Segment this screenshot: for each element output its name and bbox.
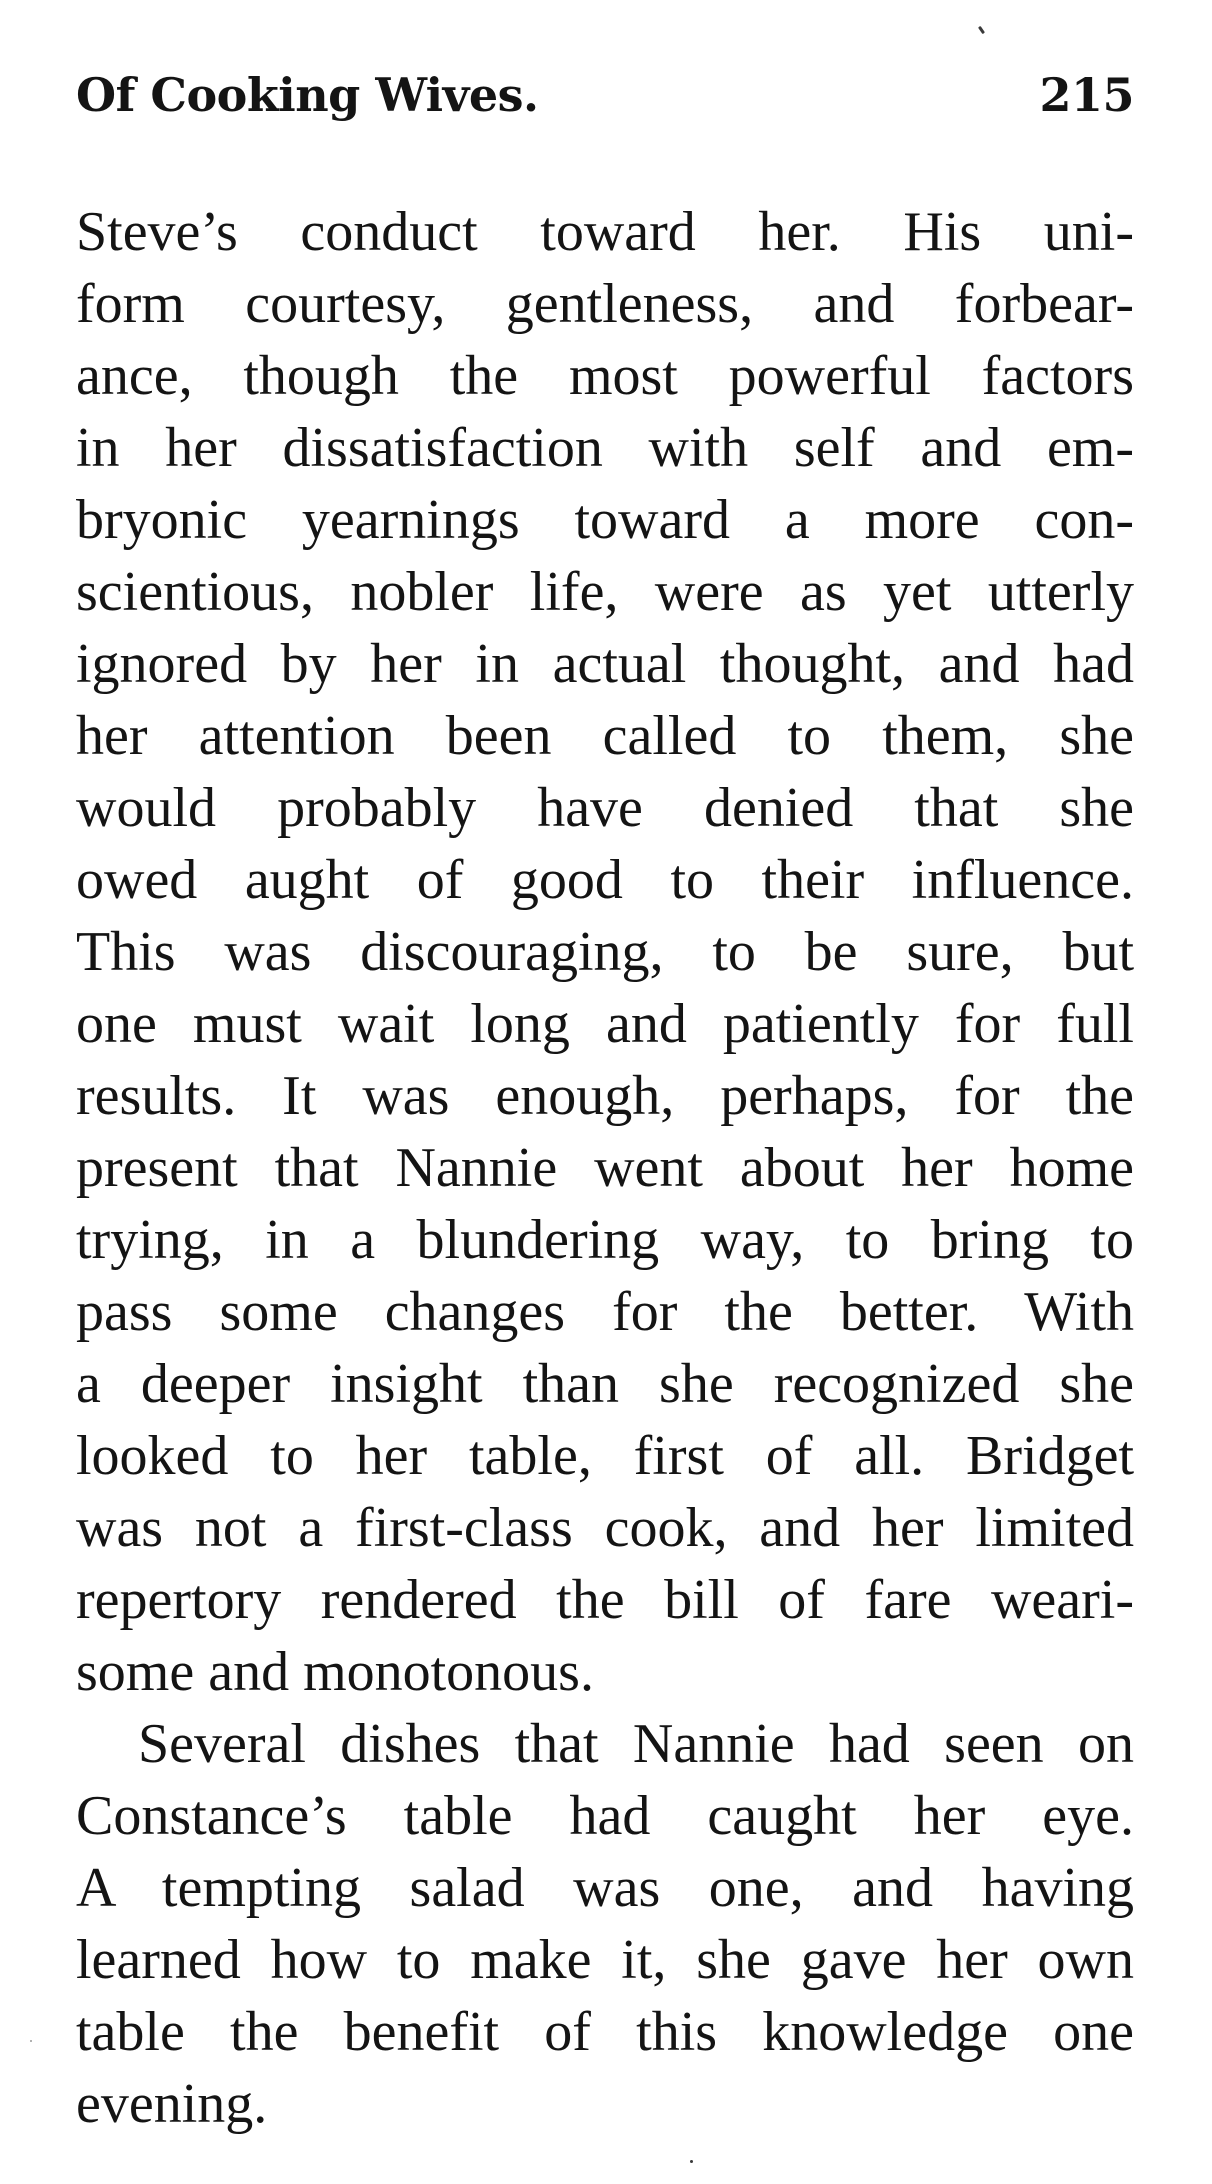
text-line: Constance’s table had caught her eye. bbox=[76, 1785, 1134, 1847]
text-line: owed aught of good to their influence. bbox=[76, 849, 1134, 911]
print-speck bbox=[978, 26, 985, 34]
print-speck bbox=[30, 2040, 32, 2042]
text-line: table the benefit of this knowledge one bbox=[76, 2001, 1134, 2063]
body-text bbox=[76, 196, 1134, 2140]
paragraph-1 bbox=[76, 196, 1134, 1708]
text-line: was not a first-class cook, and her limited bbox=[76, 1497, 1134, 1559]
text-line: a deeper insight than she recognized she bbox=[76, 1353, 1134, 1415]
text-line: in her dissatisfaction with self and em- bbox=[76, 417, 1134, 479]
text-line: looked to her table, first of all. Bridget bbox=[76, 1425, 1134, 1487]
paragraph-2 bbox=[76, 1708, 1134, 2140]
text-line: repertory rendered the bill of fare weari- bbox=[76, 1569, 1134, 1631]
text-line: This was discouraging, to be sure, but bbox=[76, 921, 1134, 983]
text-line: some and monotonous. bbox=[76, 1641, 594, 1703]
text-line: results. It was enough, perhaps, for the bbox=[76, 1065, 1134, 1127]
running-title: Of Cooking Wives. bbox=[76, 68, 539, 122]
text-line: her attention been called to them, she bbox=[76, 705, 1134, 767]
text-line: Steve’s conduct toward her. His uni- bbox=[76, 201, 1134, 263]
text-line: bryonic yearnings toward a more con- bbox=[76, 489, 1134, 551]
text-line: A tempting salad was one, and having bbox=[76, 1857, 1134, 1919]
text-line: evening. bbox=[76, 2073, 268, 2135]
print-speck bbox=[690, 2160, 693, 2163]
page-number: 215 bbox=[1039, 68, 1134, 122]
running-header bbox=[76, 68, 1134, 128]
text-line: would probably have denied that she bbox=[76, 777, 1134, 839]
text-line: pass some changes for the better. With bbox=[76, 1281, 1134, 1343]
text-line: ignored by her in actual thought, and had bbox=[76, 633, 1134, 695]
text-line: learned how to make it, she gave her own bbox=[76, 1929, 1134, 1991]
text-line: ance, though the most powerful factors bbox=[76, 345, 1134, 407]
text-line: present that Nannie went about her home bbox=[76, 1137, 1134, 1199]
text-line: one must wait long and patiently for full bbox=[76, 993, 1134, 1055]
text-line: form courtesy, gentleness, and forbear- bbox=[76, 273, 1134, 335]
text-line: scientious, nobler life, were as yet utterly bbox=[76, 561, 1134, 623]
text-line: trying, in a blundering way, to bring to bbox=[76, 1209, 1134, 1271]
text-line: Several dishes that Nannie had seen on bbox=[138, 1713, 1134, 1775]
